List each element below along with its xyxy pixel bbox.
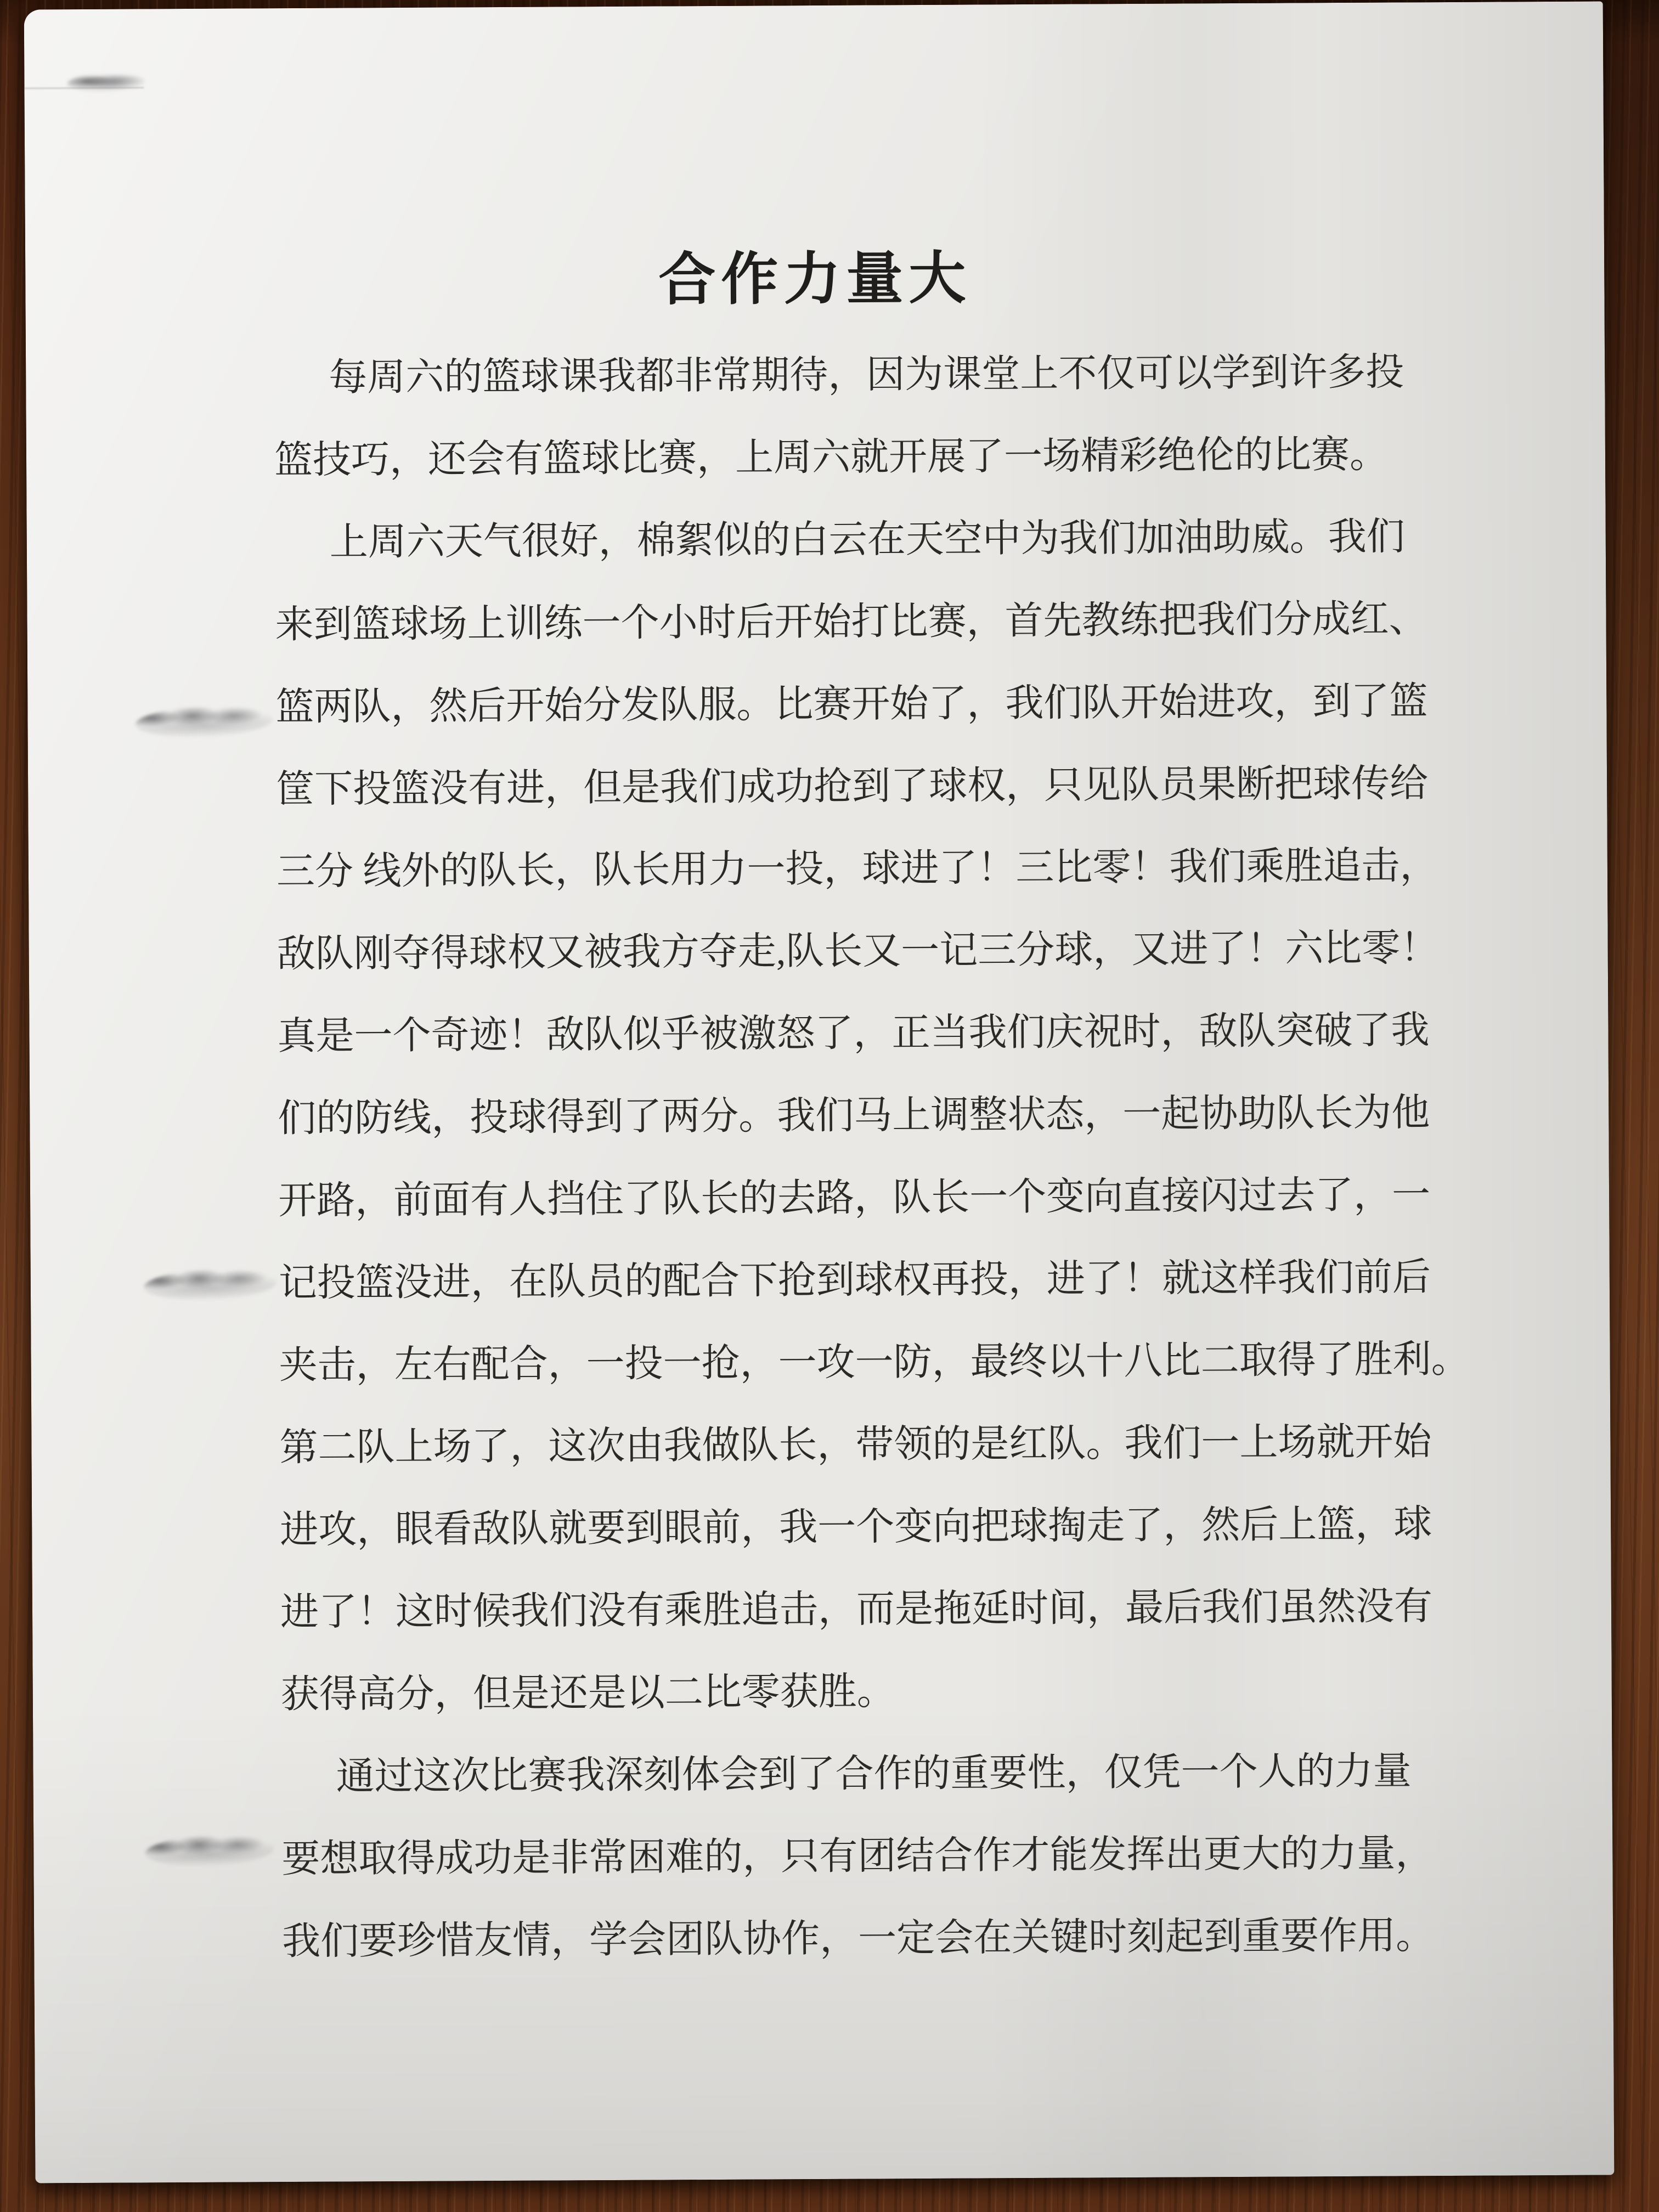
paragraph-3	[281, 1730, 1440, 1983]
text-line: 开路，前面有人挡住了队长的去路，队长一个变向直接闪过去了，一	[278, 1174, 1431, 1223]
paper-sheet	[24, 1, 1615, 2183]
ink-smudge	[135, 704, 273, 740]
text-line: 要想取得成功是非常困难的，只有团结合作才能发挥出更大的力量，	[281, 1832, 1434, 1881]
text-line: 进攻，眼看敌队就要到眼前，我一个变向把球掏走了，然后上篮，球	[280, 1503, 1432, 1552]
text-line: 第二队上场了，这次由我做队长，带领的是红队。我们一上场就开始	[279, 1421, 1432, 1470]
text-line: 上周六天气很好，棉絮似的白云在天空中为我们加油助威。我们	[329, 516, 1405, 564]
ink-smudge	[67, 71, 145, 93]
ink-smudge	[143, 1267, 277, 1303]
text-line: 篮两队，然后开始分发队服。比赛开始了，我们队开始进攻，到了篮	[275, 680, 1428, 729]
essay-title: 合作力量大	[658, 247, 972, 312]
text-line: 三分 线外的队长，队长用力一投，球进了！三比零！我们乘胜追击，	[276, 845, 1438, 894]
text-line: 进了！这时候我们没有乘胜追击，而是拖延时间，最后我们虽然没有	[280, 1585, 1433, 1634]
ink-smudge	[144, 1833, 274, 1869]
text-line: 通过这次比赛我深刻体会到了合作的重要性，仅凭一个人的力量	[336, 1750, 1412, 1798]
text-line: 来到篮球场上训练一个小时后开始打比赛，首先教练把我们分成红、	[275, 598, 1427, 647]
text-line: 敌队刚夺得球权又被我方夺走,队长又一记三分球，又进了！六比零！	[276, 927, 1439, 976]
text-line: 篮技巧，还会有篮球比赛，上周六就开展了一场精彩绝伦的比赛。	[274, 433, 1389, 482]
text-line: 记投篮没进，在队员的配合下抢到球权再投，进了！就这样我们前后	[278, 1256, 1431, 1305]
text-line: 真是一个奇迹！敌队似乎被激怒了，正当我们庆祝时，敌队突破了我	[277, 1009, 1430, 1058]
text-line: 筐下投篮没有进，但是我们成功抢到了球权，只见队员果断把球传给	[275, 763, 1429, 811]
text-line: 们的防线，投球得到了两分。我们马上调整状态，一起协助队长为他	[278, 1092, 1430, 1141]
paragraph-1	[274, 331, 1432, 502]
text-line: 每周六的篮球课我都非常期待，因为课堂上不仅可以学到许多投	[329, 351, 1404, 399]
text-line: 我们要珍惜友情，学会团队协作，一定会在关键时刻起到重要作用。	[281, 1915, 1435, 1963]
text-line: 夹击，左右配合，一投一抢，一攻一防，最终以十八比二取得了胜利。	[279, 1338, 1470, 1387]
text-line: 获得高分，但是还是以二比零获胜。	[280, 1671, 895, 1717]
essay-body	[274, 331, 1470, 1983]
paragraph-2	[274, 496, 1470, 1736]
